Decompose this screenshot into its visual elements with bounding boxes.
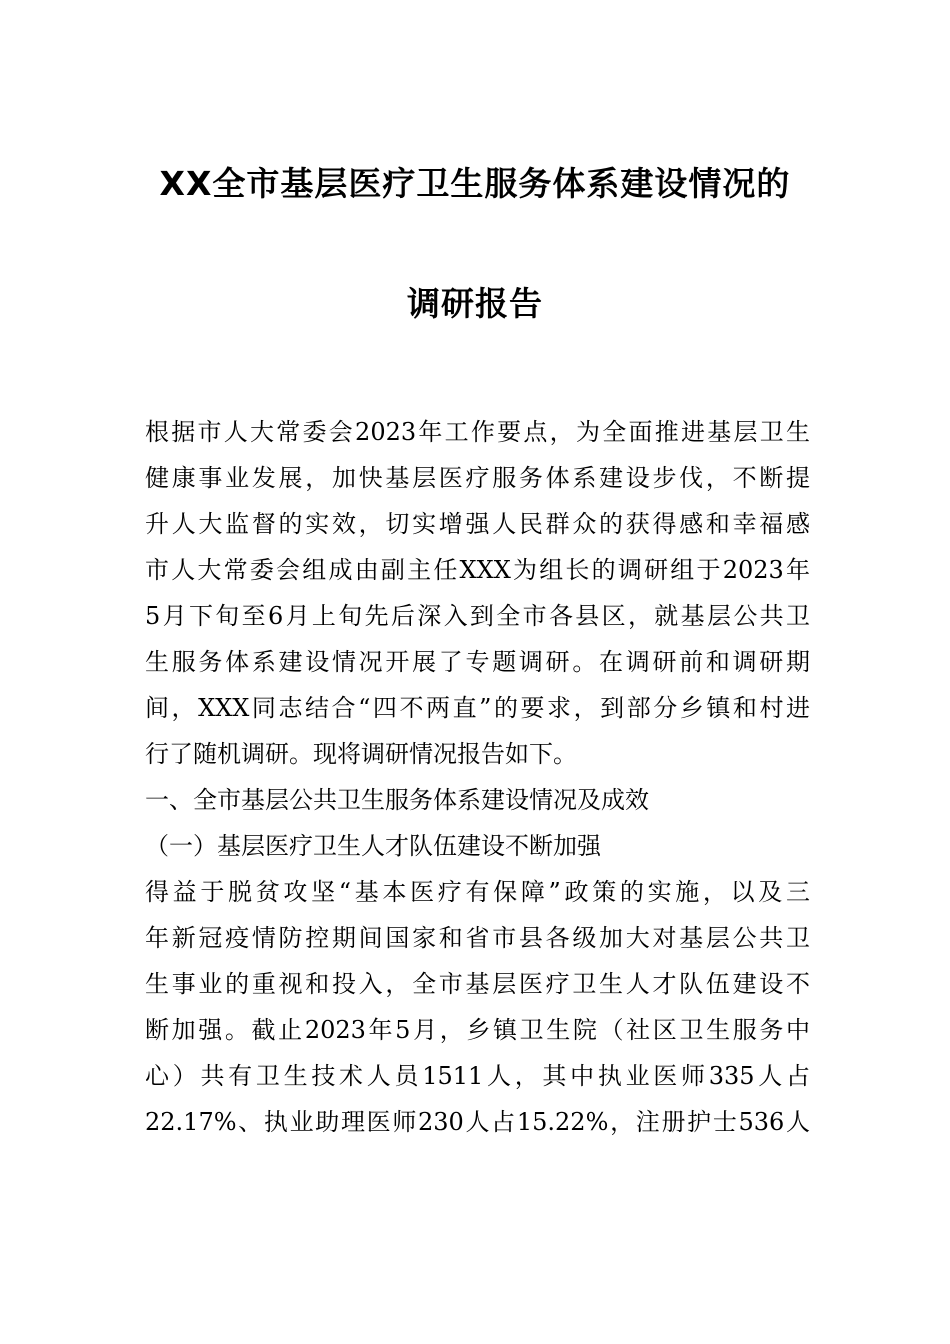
section-heading: 一、全市基层公共卫生服务体系建设情况及成效 bbox=[145, 786, 649, 814]
document-title-line-1: XX全市基层医疗卫生服务体系建设情况的 bbox=[159, 164, 791, 203]
paragraph-line: 市人大常委会组成由副主任XXX为组长的调研组于2023年 bbox=[145, 556, 810, 584]
paragraph-line: 行了随机调研。现将调研情况报告如下。 bbox=[145, 740, 577, 768]
paragraph-line: 心）共有卫生技术人员1511人，其中执业医师335人占 bbox=[145, 1062, 810, 1090]
paragraph-line: 断加强。截止2023年5月，乡镇卫生院（社区卫生服务中 bbox=[145, 1016, 810, 1044]
subsection-heading: （一）基层医疗卫生人才队伍建设不断加强 bbox=[145, 832, 601, 860]
document-title-line-2: 调研报告 bbox=[407, 284, 543, 323]
paragraph-line: 健康事业发展，加快基层医疗服务体系建设步伐，不断提 bbox=[145, 464, 810, 492]
document-body bbox=[145, 409, 810, 1145]
paragraph-line: 根据市人大常委会2023年工作要点，为全面推进基层卫生 bbox=[145, 418, 810, 446]
paragraph-line: 得益于脱贫攻坚“基本医疗有保障”政策的实施，以及三 bbox=[145, 878, 810, 906]
paragraph-line: 升人大监督的实效，切实增强人民群众的获得感和幸福感 bbox=[145, 510, 810, 538]
paragraph-line: 间，XXX同志结合“四不两直”的要求，到部分乡镇和村进 bbox=[145, 694, 810, 722]
paragraph-line: 生服务体系建设情况开展了专题调研。在调研前和调研期 bbox=[145, 648, 810, 676]
paragraph-line: 5月下旬至6月上旬先后深入到全市各县区，就基层公共卫 bbox=[145, 602, 810, 630]
paragraph-line: 生事业的重视和投入，全市基层医疗卫生人才队伍建设不 bbox=[145, 970, 810, 998]
paragraph-line: 22.17%、执业助理医师230人占15.22%，注册护士536人 bbox=[145, 1108, 810, 1136]
paragraph-line: 年新冠疫情防控期间国家和省市县各级加大对基层公共卫 bbox=[145, 924, 810, 952]
